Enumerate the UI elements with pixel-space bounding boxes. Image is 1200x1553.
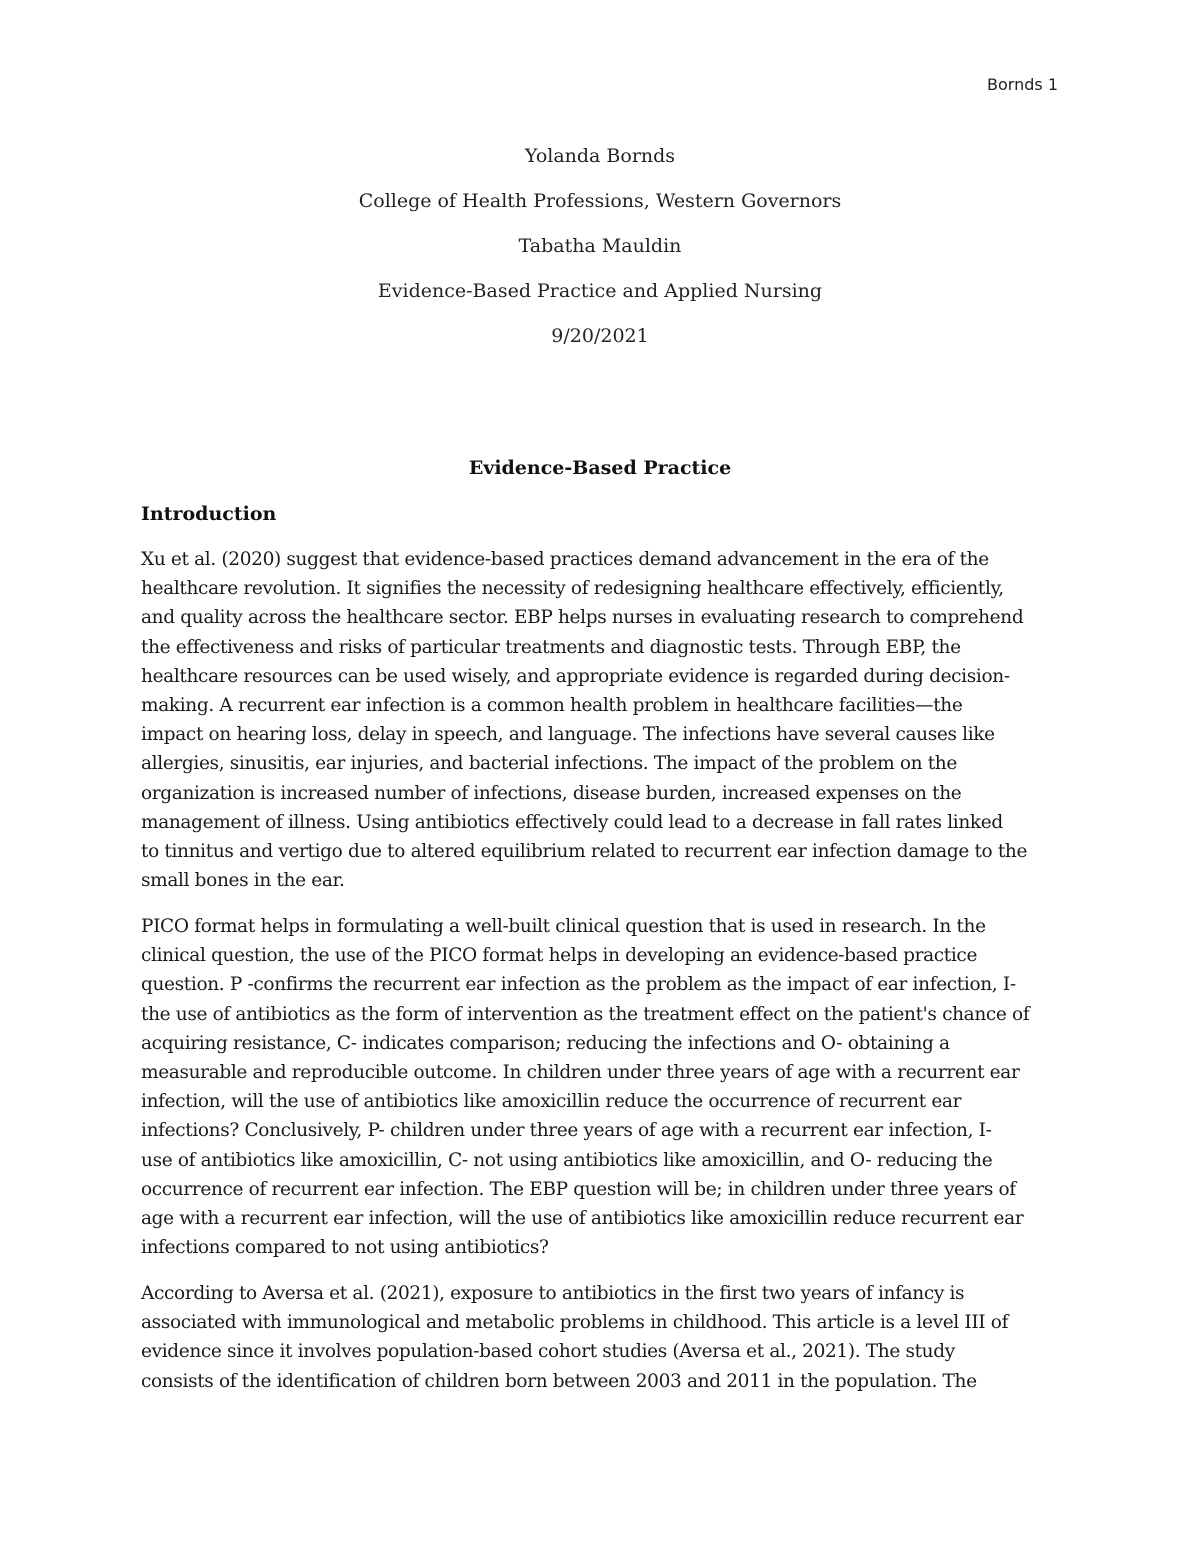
paragraph-line: to tinnitus and vertigo due to altered equilibrium related to recurrent ear infection damage to the xyxy=(141,841,1028,863)
paragraph-line: question. P -confirms the recurrent ear infection as the problem as the impact of ear infection, I- xyxy=(141,974,1016,996)
title-block xyxy=(0,142,1200,367)
paragraph-line: infections compared to not using antibiotics? xyxy=(141,1237,549,1259)
paragraph-line: healthcare resources can be used wisely, and appropriate evidence is regarded during decision- xyxy=(141,665,1010,687)
paragraph-line: associated with immunological and metabolic problems in childhood. This article is a level III of xyxy=(141,1312,1009,1334)
paragraph-line: PICO format helps in formulating a well-built clinical question that is used in research. In the xyxy=(141,916,986,937)
paragraph-line: infections? Conclusively, P- children under three years of age with a recurrent ear infection, I- xyxy=(141,1120,992,1142)
paragraph-line: healthcare revolution. It signifies the necessity of redesigning healthcare effectively, efficiently, xyxy=(141,578,1004,600)
paragraph-line: consists of the identification of children born between 2003 and 2011 in the population. The xyxy=(141,1370,977,1392)
section-heading-introduction: Introduction xyxy=(141,503,277,525)
paragraph-line: age with a recurrent ear infection, will the use of antibiotics like amoxicillin reduce recurrent ear xyxy=(141,1208,1024,1230)
paragraph-line: the effectiveness and risks of particular treatments and diagnostic tests. Through EBP, the xyxy=(141,636,961,658)
paragraph-line: and quality across the healthcare sector. EBP helps nurses in evaluating research to comprehend xyxy=(141,607,1024,629)
paragraph-line: making. A recurrent ear infection is a common health problem in healthcare facilities—the xyxy=(141,695,963,717)
document-title: Evidence-Based Practice xyxy=(468,457,732,479)
page-header-label: Bornds 1 xyxy=(987,75,1058,94)
paragraph-line: the use of antibiotics as the form of intervention as the treatment effect on the patient's chance of xyxy=(141,1003,1030,1025)
paragraph-line: management of illness. Using antibiotics effectively could lead to a decrease in fall rates linked xyxy=(141,811,1003,833)
paragraph-line: clinical question, the use of the PICO format helps in developing an evidence-based practice xyxy=(141,945,978,967)
paragraph-2 xyxy=(141,912,1061,1262)
institution-name: College of Health Professions, Western Governors xyxy=(358,190,842,212)
paragraph-3 xyxy=(141,1279,1061,1396)
paragraph-line: allergies, sinusitis, ear injuries, and bacterial infections. The impact of the problem on the xyxy=(141,753,957,775)
paragraph-line: evidence since it involves population-based cohort studies (Aversa et al., 2021). The study xyxy=(141,1341,955,1363)
paragraph-line: occurrence of recurrent ear infection. The EBP question will be; in children under three years of xyxy=(141,1178,1016,1200)
author-name: Yolanda Bornds xyxy=(524,145,676,167)
paragraph-line: measurable and reproducible outcome. In children under three years of age with a recurrent ear xyxy=(141,1062,1020,1084)
paragraph-line: impact on hearing loss, delay in speech, and language. The infections have several causes like xyxy=(141,724,995,746)
paragraph-1 xyxy=(141,545,1061,895)
instructor-name: Tabatha Mauldin xyxy=(518,235,682,257)
paragraph-line: infection, will the use of antibiotics like amoxicillin reduce the occurrence of recurrent ear xyxy=(141,1091,962,1113)
paragraph-line: small bones in the ear. xyxy=(141,870,345,892)
course-name: Evidence-Based Practice and Applied Nursing xyxy=(377,280,823,302)
paragraph-line: According to Aversa et al. (2021), exposure to antibiotics in the first two years of infancy is xyxy=(141,1283,965,1304)
paragraph-line: use of antibiotics like amoxicillin, C- not using antibiotics like amoxicillin, and O- reducing the xyxy=(141,1149,993,1171)
paragraph-line: Xu et al. (2020) suggest that evidence-based practices demand advancement in the era of the xyxy=(141,549,989,570)
paragraph-line: acquiring resistance, C- indicates comparison; reducing the infections and O- obtaining a xyxy=(141,1032,950,1054)
submission-date: 9/20/2021 xyxy=(551,325,649,347)
paragraph-line: organization is increased number of infections, disease burden, increased expenses on the xyxy=(141,782,962,804)
